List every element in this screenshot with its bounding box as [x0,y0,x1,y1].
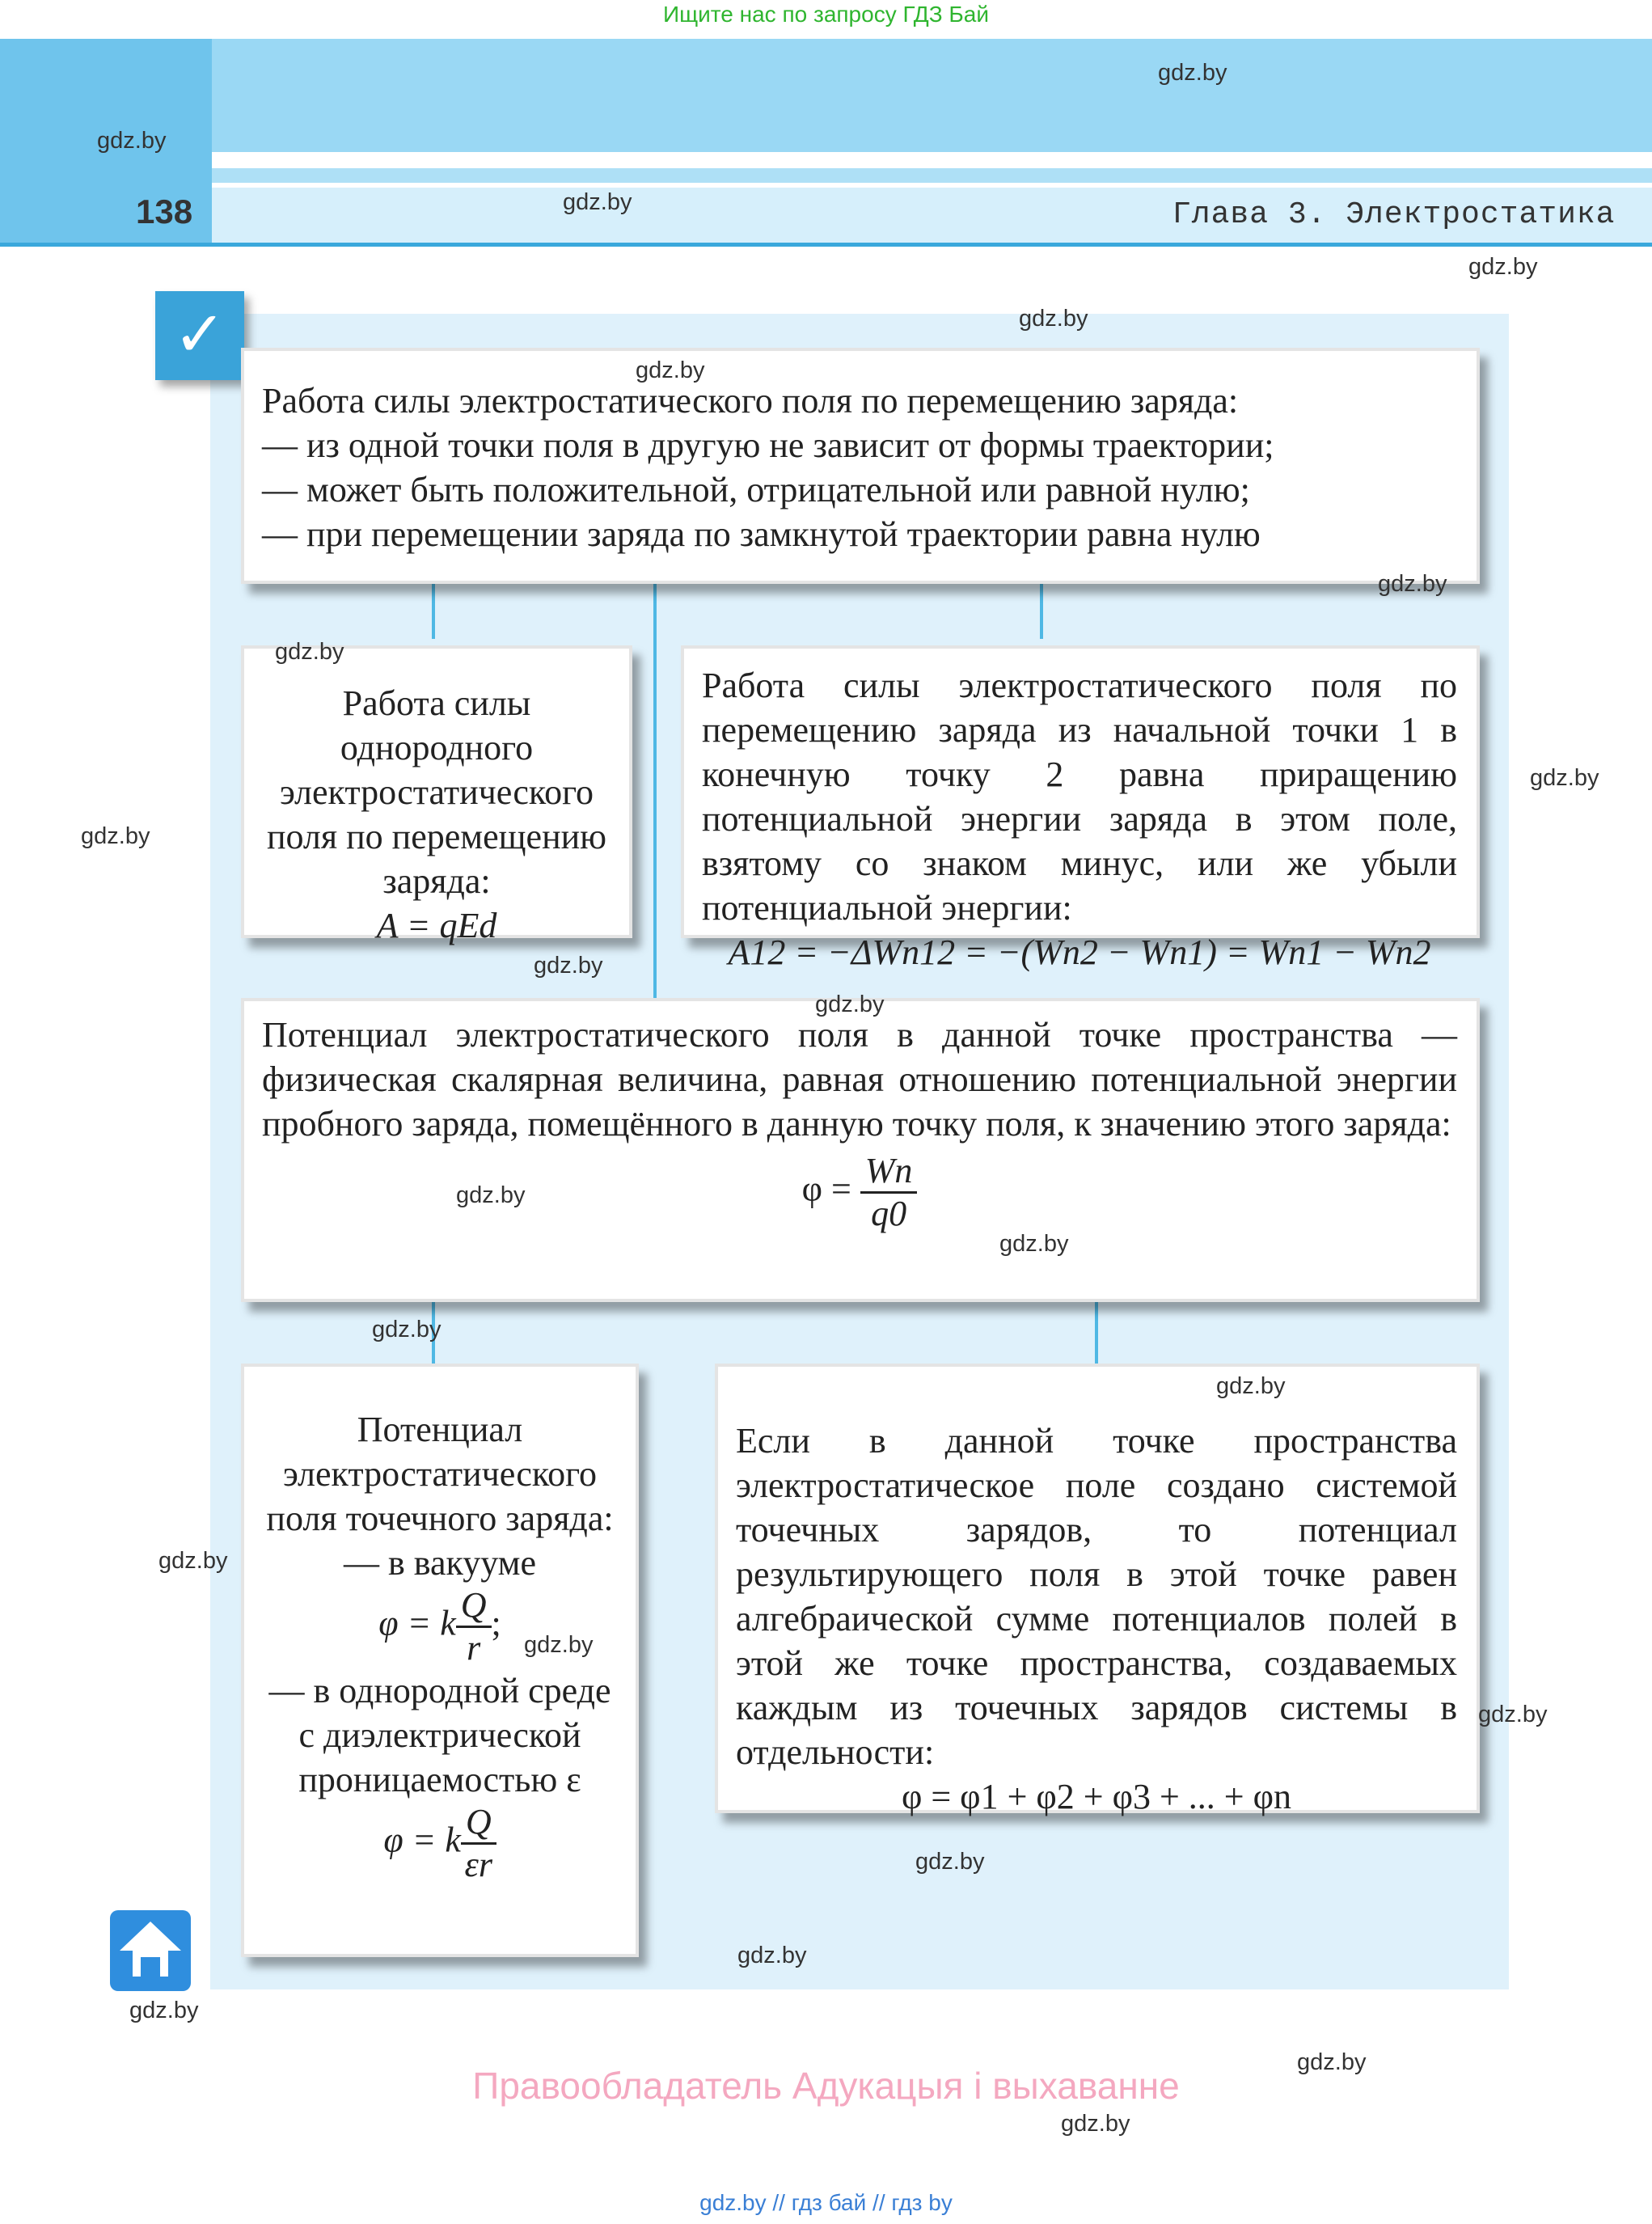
watermark: gdz.by [1468,254,1538,280]
chapter-title: Глава 3. Электростатика [1172,197,1616,232]
watermark: gdz.by [372,1317,442,1342]
home-icon[interactable] [110,1910,191,1991]
box2-text: Работа силы однородного электростатического поля по перемещению заряда: [266,683,607,901]
fraction [461,1802,496,1885]
fraction-denominator: r [467,1628,481,1668]
connector [1095,1302,1098,1364]
box1-line: Работа силы электростатического поля по перемещению заряда: [262,381,1239,421]
watermark: gdz.by [1478,1702,1548,1727]
watermark: gdz.by [815,991,885,1017]
box5-vacuum: — в вакууме [343,1543,537,1583]
point-charge-potential-box [241,1364,639,1957]
watermark: gdz.by [524,1632,594,1658]
box5-medium: — в однородной среде с диэлектрической проницаемостью ε [268,1671,611,1799]
box4-text: Потенциал электростатического поля в данной точке пространства — физическая скалярная величина, равная отношению потенциальной энергии пробного заряда, помещённого в данную точку поля, к значению этого заряда: [262,1015,1457,1144]
superposition-box [715,1364,1480,1816]
formula-lhs: φ = k [378,1603,456,1643]
watermark: gdz.by [81,823,150,849]
box4-formula [262,1151,1457,1234]
fraction-numerator: Q [456,1585,492,1628]
box5-formula-medium [257,1802,623,1885]
watermark: gdz.by [158,1548,228,1574]
fraction-denominator: εr [464,1845,493,1884]
formula-lhs: φ = k [383,1820,461,1860]
header-band [212,39,1652,152]
uniform-field-work-box [241,645,632,945]
header-rule [0,243,1652,247]
box5-title: Потенциал электростатического поля точечного заряда: [266,1410,614,1538]
formula-end: ; [491,1603,501,1643]
watermark: gdz.by [737,1943,807,1968]
box6-formula: φ = φ1 + φ2 + φ3 + ... + φn [901,1777,1292,1816]
watermark: gdz.by [1061,2111,1130,2137]
page-number: 138 [136,192,193,230]
connector [432,584,435,639]
watermark: gdz.by [636,357,705,383]
box1-line: — из одной точки поля в другую не зависит от формы траектории; [262,425,1274,465]
watermark: gdz.by [1530,765,1599,791]
fraction-numerator: Wп [860,1151,918,1194]
connector [653,584,657,998]
potential-energy-work-box [681,645,1480,972]
watermark: gdz.by [1019,306,1088,332]
work-properties-box [241,348,1480,584]
copyright-owner: Правообладатель Адукацыя і выхаванне [472,2065,1180,2107]
box3-formula: A12 = −ΔWп12 = −(Wп2 − Wп1) = Wп1 − Wп2 [728,932,1431,972]
box3-text: Работа силы электростатического поля по перемещению заряда из начальной точки 1 в конечную точку 2 равна приращению потенциальной энергии заряда в этом поле, взятому со знаком минус, или же убыли потенциальной энергии: [702,666,1457,928]
formula-lhs: φ = [801,1169,851,1209]
connector [1040,584,1043,639]
watermark: gdz.by [999,1231,1069,1257]
box6-text: Если в данной точке пространства электростатическое поле создано системой точечных зарядов, то потенциал результирующего поля в этой точке равен алгебраической сумме потенциалов полей в этой же точке пространства, создаваемых каждым из точечных зарядов системы в отдельности: [736,1421,1457,1772]
fraction-numerator: Q [461,1802,496,1845]
box1-line: — при перемещении заряда по замкнутой траектории равна нулю [262,514,1261,554]
fraction [860,1151,918,1234]
box2-formula: A = qEd [376,906,497,945]
check-icon: ✓ [155,291,244,380]
fraction [456,1585,492,1668]
footer-links[interactable]: gdz.by // гдз бай // гдз by [699,2190,953,2215]
watermark: gdz.by [97,128,167,154]
top-search-link[interactable]: Ищите нас по запросу ГДЗ Бай [662,2,990,27]
watermark: gdz.by [1378,571,1447,597]
watermark: gdz.by [563,189,632,215]
fraction-denominator: q0 [871,1194,907,1233]
potential-definition-box [241,998,1480,1302]
box1-line: — может быть положительной, отрицательной или равной нулю; [262,470,1250,509]
watermark: gdz.by [915,1849,985,1875]
watermark: gdz.by [1297,2049,1367,2075]
watermark: gdz.by [534,953,603,979]
header-strip [212,168,1652,183]
watermark: gdz.by [1216,1373,1286,1399]
watermark: gdz.by [129,1998,199,2023]
watermark: gdz.by [456,1182,526,1208]
watermark: gdz.by [1158,60,1227,86]
watermark: gdz.by [275,639,344,665]
